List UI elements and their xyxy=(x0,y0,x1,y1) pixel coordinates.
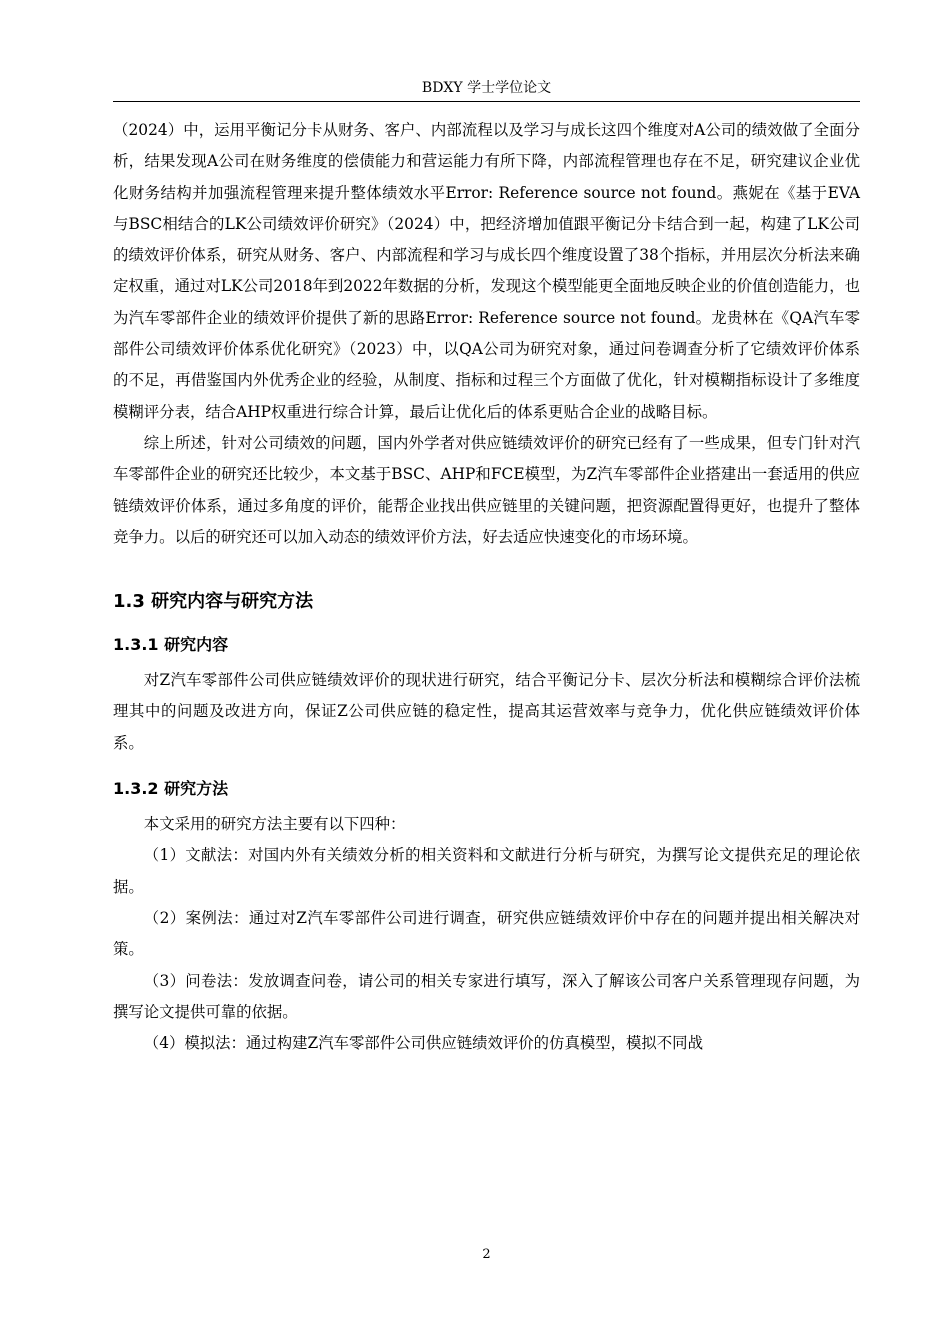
section-heading-1-3-2: 1.3.2 研究方法 xyxy=(113,779,229,799)
method-simulation: （4）模拟法：通过构建Z汽车零部件公司供应链绩效评价的仿真模型，模拟不同战 xyxy=(143,1034,703,1053)
page-body xyxy=(113,115,860,1059)
method-case-study: （2）案例法：通过对Z汽车零部件公司进行调查，研究供应链绩效评价中存在的问题并提出相关解决对策。 xyxy=(113,908,860,959)
section-heading-1-3-1: 1.3.1 研究内容 xyxy=(113,635,229,655)
header-divider xyxy=(113,101,860,102)
paragraph-methods-intro: 本文采用的研究方法主要有以下四种： xyxy=(143,815,406,834)
paragraph-literature-review: （2024）中，运用平衡记分卡从财务、客户、内部流程以及学习与成长这四个维度对A公司的绩效做了全面分析，结果发现A公司在财务维度的偿债能力和营运能力有所下降，内部流程管理也存在不足，研究建议企业优化财务结构并加强流程管理来提升整体绩效水平Error: Reference source not found。燕妮在《基于EVA与BSC相结合的LK公司绩效评价研究》（2024）中，把经济增加值跟平衡记分卡结合到一起，构建了LK公司的绩效评价体系，研究从财务、客户、内部流程和学习与成长四个维度设置了38个指标，并用层次分析法来确定权重，通过对LK公司2018年到2022年数据的分析，发现这个模型能更全面地反映企业的价值创造能力，也为汽车零部件企业的绩效评价提供了新的思路Error: Reference source not found。龙贵林在《QA汽车零部件公司绩效评价体系优化研究》（2023）中，以QA公司为研究对象，通过问卷调查分析了它绩效评价体系的不足，再借鉴国内外优秀企业的经验，从制度、指标和过程三个方面做了优化，针对模糊指标设计了多维度模糊评分表，结合AHP权重进行综合计算，最后让优化后的体系更贴合企业的战略目标。 xyxy=(113,121,860,421)
paragraph-summary: 综上所述，针对公司绩效的问题，国内外学者对供应链绩效评价的研究已经有了一些成果，但专门针对汽车零部件企业的研究还比较少，本文基于BSC、AHP和FCE模型，为Z汽车零部件企业搭建出一套适用的供应链绩效评价体系，通过多角度的评价，能帮企业找出供应链里的关键问题，把资源配置得更好，也提升了整体竞争力。以后的研究还可以加入动态的绩效评价方法，好去适应快速变化的市场环境。 xyxy=(113,433,860,546)
page-header: BDXY 学士学位论文 xyxy=(421,80,552,96)
method-literature: （1）文献法：对国内外有关绩效分析的相关资料和文献进行分析与研究，为撰写论文提供充足的理论依据。 xyxy=(113,846,860,896)
section-heading-1-3: 1.3 研究内容与研究方法 xyxy=(113,591,314,613)
page-number: 2 xyxy=(482,1247,491,1262)
method-questionnaire: （3）问卷法：发放调查问卷，请公司的相关专家进行填写，深入了解该公司客户关系管理现存问题，为撰写论文提供可靠的依据。 xyxy=(113,971,860,1021)
paragraph-research-content: 对Z汽车零部件公司供应链绩效评价的现状进行研究，结合平衡记分卡、层次分析法和模糊综合评价法梳理其中的问题及改进方向，保证Z公司供应链的稳定性，提高其运营效率与竞争力，优化供应链绩效评价体系。 xyxy=(113,671,860,752)
